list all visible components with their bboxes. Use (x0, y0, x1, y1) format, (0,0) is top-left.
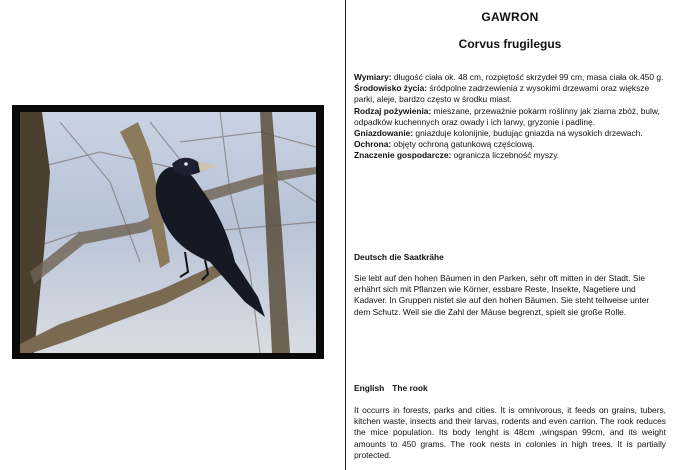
field-habitat (354, 83, 666, 105)
field-text: mieszane, przeważnie pokarm roślinny jak ziarna zbóż, bulw, odpadków kuchennych oraz owady i ich larwy, gryzonie i padlinę. (354, 105, 660, 127)
polish-description (354, 72, 666, 162)
german-heading: Deutsch die Saatkrähe (354, 252, 444, 262)
rook-illustration (20, 112, 316, 353)
english-heading-name: The rook (392, 383, 428, 393)
field-text: gniazduje kolonijnie, budując gniazda na wysokich drzewach. (413, 128, 643, 139)
perch-branch (20, 260, 230, 353)
field-label: Wymiary: (354, 72, 392, 82)
field-label: Ochrona: (354, 139, 392, 150)
field-label: Środowisko życia: (354, 83, 428, 94)
photo-frame (12, 105, 324, 359)
field-text: długość ciała ok. 48 cm, rozpiętość skrzydeł 99 cm, masa ciała ok.450 g. (391, 72, 664, 82)
field-economic-importance (354, 150, 666, 161)
latin-name: Corvus frugilegus (458, 37, 562, 51)
page-title: GAWRON (481, 10, 539, 24)
left-trunk (20, 112, 50, 353)
english-text: It occurrs in forests, parks and cities. It is omnivorous, it feeds on grains, tubers, kitchen waste, insects and their larvas, rodents and even carrion. The rook reduces the mice population. Its body lenght is 48cm ,wingspan 99cm, and its weight amounts to 450 grams. The rook nests in colonies in high trees. It is partially protected. (354, 405, 666, 460)
rook-photo (20, 112, 316, 353)
field-dimensions (354, 72, 666, 83)
english-heading (354, 383, 428, 393)
field-food (354, 106, 666, 128)
field-label: Gniazdowanie: (354, 128, 414, 139)
field-protection (354, 139, 666, 150)
english-heading-lang: English (354, 383, 385, 393)
field-text: objęty ochroną gatunkową częściową. (391, 139, 535, 150)
field-nesting (354, 128, 666, 139)
field-label: Znaczenie gospodarcze: (354, 150, 452, 161)
field-text: śródpolne zadrzewienia z wysokimi drzewami oraz większe parki, aleje, bardzo często w środku miast. (354, 83, 650, 105)
field-text: ogranicza liczebność myszy. (451, 150, 560, 161)
german-text: Sie lebt auf den hohen Bäumen in den Parken, sehr oft mitten in der Stadt. Sie erhährt sich mit Pflanzen wie Körner, essbare Reste, Insekte, Nagetiere und Kadaver. In Gruppen nistet sie auf den hohen Bäumen. Sie steht teilweise unter dem Schutz. Weil sie die Zahl der Mäuse begrenzt, spielt sie große Rolle. (354, 273, 650, 317)
column-divider (345, 0, 346, 470)
right-trunk (260, 112, 290, 353)
field-label: Rodzaj pożywienia: (354, 105, 432, 116)
